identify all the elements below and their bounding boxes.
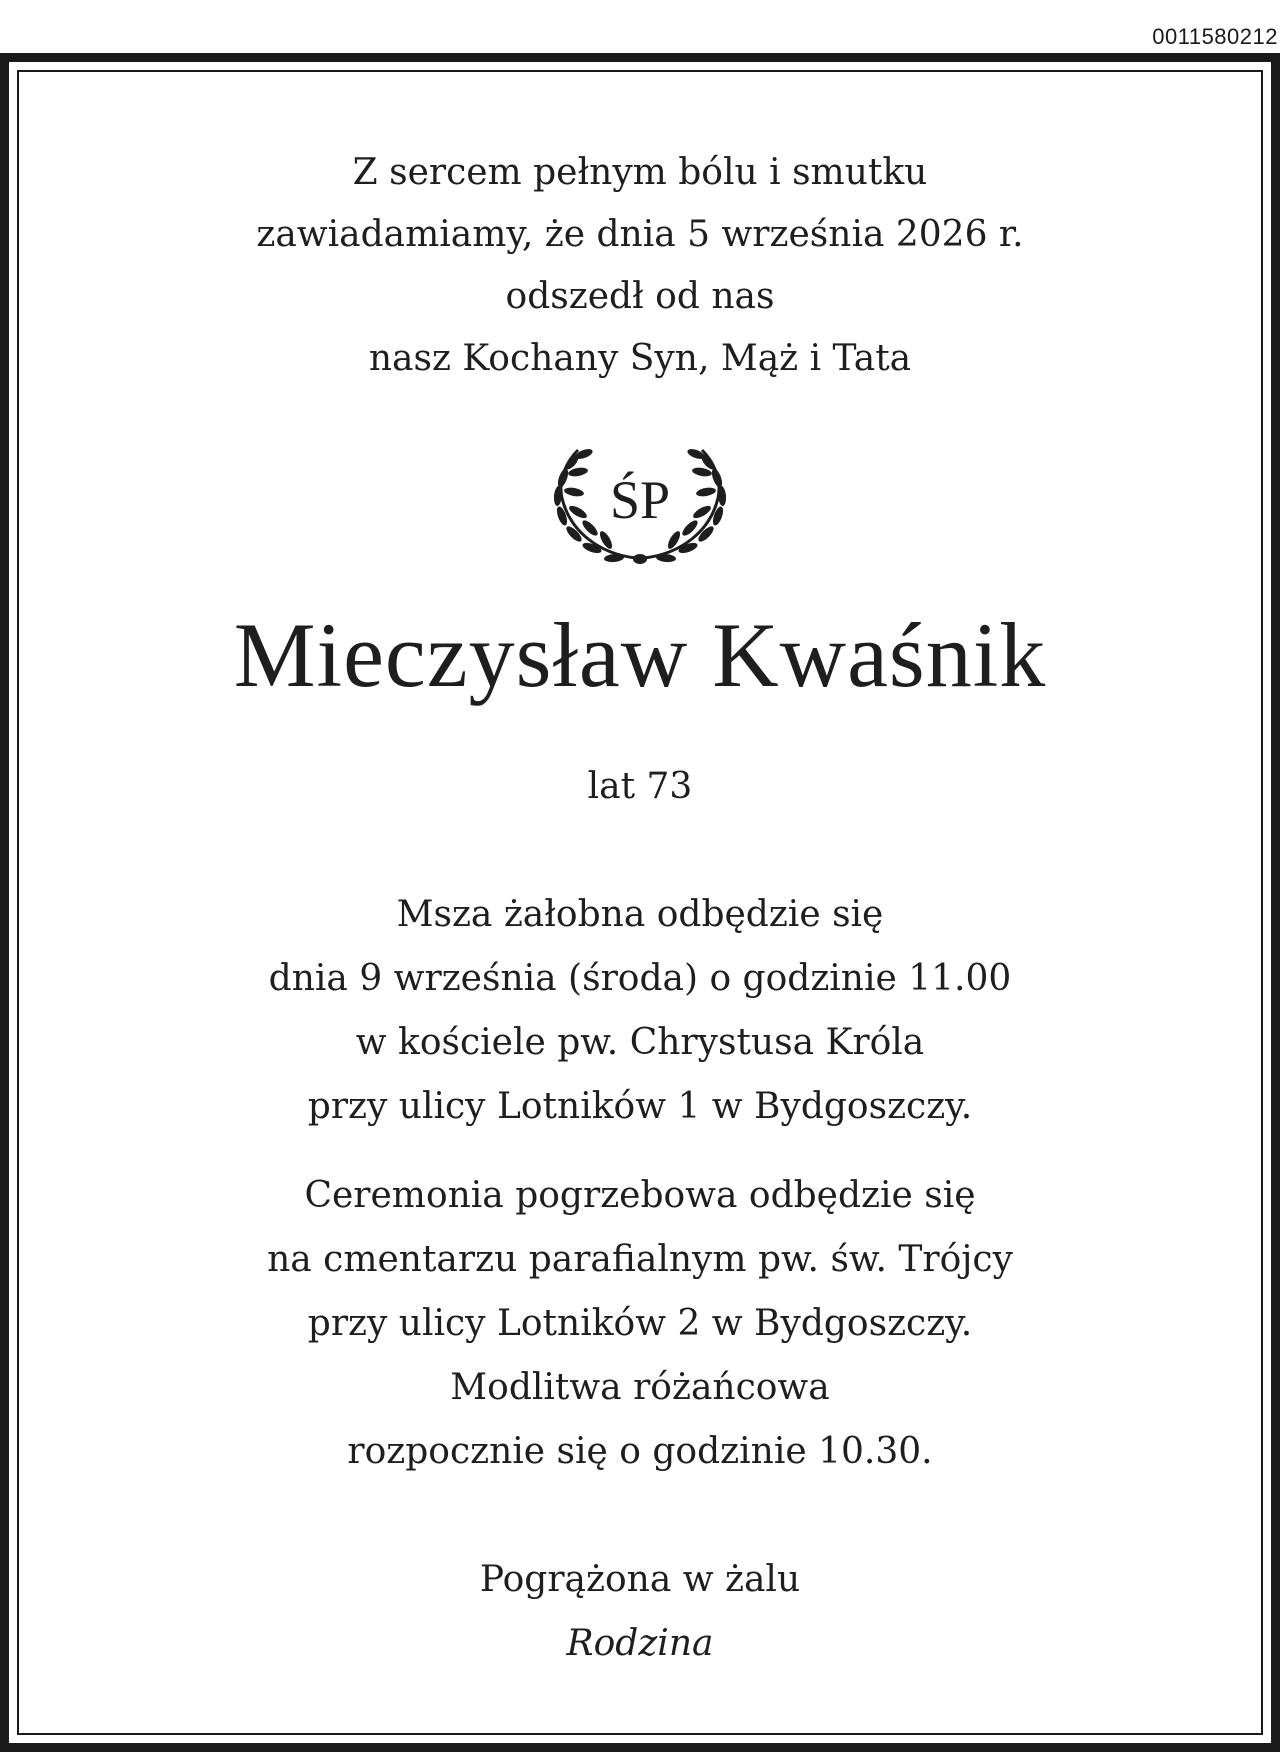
- mass-line: w kościele pw. Chrystusa Króla: [355, 1022, 925, 1063]
- deceased-age: lat 73: [587, 766, 693, 807]
- intro-line: zawiadamiamy, że dnia 5 września 2026 r.: [256, 214, 1024, 255]
- ceremony-line: na cmentarzu parafialnym pw. św. Trójcy: [267, 1239, 1013, 1280]
- ceremony-line: Modlitwa różańcowa: [450, 1367, 830, 1408]
- mass-line: przy ulicy Lotników 1 w Bydgoszczy.: [307, 1086, 973, 1127]
- mass-line: dnia 9 września (środa) o godzinie 11.00: [268, 958, 1012, 999]
- mass-info-block: [0, 883, 1280, 1139]
- closing-line: Pogrążona w żalu: [479, 1559, 801, 1600]
- deceased-name: Mieczysław Kwaśnik: [233, 604, 1047, 706]
- intro-line: nasz Kochany Syn, Mąż i Tata: [368, 338, 912, 379]
- signature: Rodzina: [566, 1623, 714, 1664]
- ceremony-line: rozpocznie się o godzinie 10.30.: [347, 1431, 933, 1472]
- emblem-text: ŚP: [609, 470, 671, 530]
- intro-line: odszedł od nas: [505, 276, 775, 317]
- ceremony-line: Ceremonia pogrzebowa odbędzie się: [304, 1175, 976, 1216]
- ceremony-line: przy ulicy Lotników 2 w Bydgoszczy.: [307, 1303, 973, 1344]
- intro-line: Z sercem pełnym bólu i smutku: [352, 152, 928, 193]
- intro-block: [0, 142, 1280, 390]
- laurel-wreath-icon: [548, 440, 732, 570]
- mass-line: Msza żałobna odbędzie się: [396, 894, 884, 935]
- ad-id-number: 0011580212: [1152, 24, 1278, 49]
- closing-block: [0, 1548, 1280, 1676]
- ceremony-info-block: [0, 1164, 1280, 1484]
